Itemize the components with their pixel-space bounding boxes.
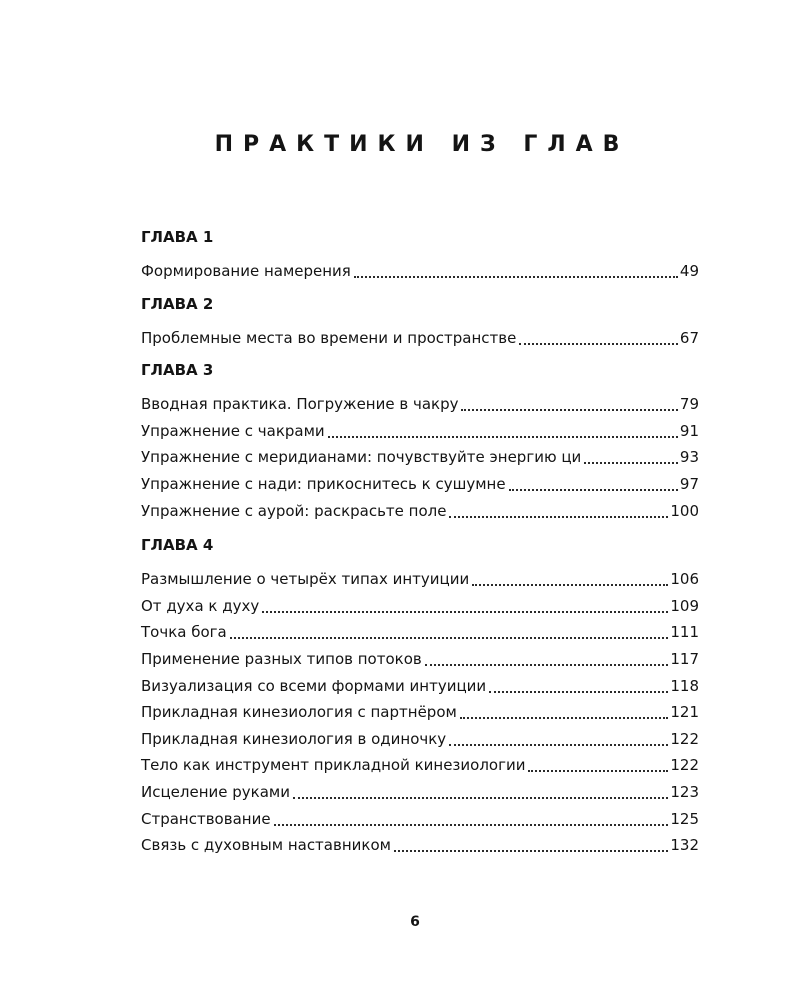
- dot-leader: [274, 823, 669, 826]
- dot-leader: [472, 583, 668, 586]
- entry-page-number: 106: [670, 570, 699, 589]
- entry-page-number: 111: [670, 623, 699, 642]
- toc-entry: [141, 444, 699, 471]
- entry-page-number: 97: [679, 474, 699, 493]
- entry-title: Упражнение с чакрами: [141, 421, 325, 440]
- entry-title: Странствование: [141, 809, 271, 828]
- chapter-1: [141, 226, 699, 285]
- dot-leader: [528, 769, 668, 772]
- entry-page-number: 132: [670, 836, 699, 855]
- toc-entry: [141, 471, 699, 498]
- dot-leader: [489, 690, 668, 693]
- page-title: ПРАКТИКИ ИЗ ГЛАВ: [214, 132, 630, 157]
- entry-page-number: 67: [679, 328, 699, 347]
- chapter-heading: ГЛАВА 2: [141, 294, 214, 313]
- toc-entry: [141, 752, 699, 779]
- dot-leader: [262, 610, 668, 613]
- dot-leader: [519, 342, 678, 345]
- toc-entry: [141, 832, 699, 859]
- entry-title: Вводная практика. Погружение в чакру: [141, 395, 459, 414]
- toc-entry: [141, 258, 699, 285]
- entry-title: Визуализация со всеми формами интуиции: [141, 676, 487, 695]
- entry-title: Тело как инструмент прикладной кинезиологии: [141, 756, 526, 775]
- entry-page-number: 117: [670, 649, 699, 668]
- entry-title: Применение разных типов потоков: [141, 649, 422, 668]
- entry-page-number: 109: [670, 596, 699, 615]
- dot-leader: [354, 275, 678, 278]
- chapter-4: [141, 534, 699, 859]
- chapter-heading: ГЛАВА 3: [141, 361, 214, 380]
- entry-page-number: 122: [670, 756, 699, 775]
- chapter-2: [141, 293, 699, 352]
- toc-entry: [141, 806, 699, 833]
- toc-entry: [141, 673, 699, 700]
- entry-title: От духа к духу: [141, 596, 260, 615]
- dot-leader: [449, 515, 668, 518]
- toc-entry: [141, 498, 699, 525]
- dot-leader: [293, 796, 668, 799]
- entry-title: Упражнение с аурой: раскрасьте поле: [141, 501, 447, 520]
- entry-title: Точка бога: [141, 623, 227, 642]
- entry-page-number: 123: [670, 782, 699, 801]
- toc-entry: [141, 418, 699, 445]
- entry-page-number: 91: [679, 421, 699, 440]
- entry-page-number: 100: [670, 501, 699, 520]
- entry-title: Прикладная кинезиология с партнёром: [141, 703, 457, 722]
- entry-page-number: 118: [670, 676, 699, 695]
- dot-leader: [449, 743, 668, 746]
- entry-title: Упражнение с меридианами: почувствуйте энергию ци: [141, 448, 582, 467]
- entry-page-number: 122: [670, 729, 699, 748]
- chapter-3: [141, 359, 699, 524]
- dot-leader: [394, 849, 668, 852]
- entry-title: Упражнение с нади: прикоснитесь к сушумне: [141, 474, 506, 493]
- toc-entry: [141, 325, 699, 352]
- dot-leader: [230, 636, 669, 639]
- entry-page-number: 121: [670, 703, 699, 722]
- entry-title: Проблемные места во времени и пространстве: [141, 328, 517, 347]
- entry-page-number: 49: [679, 262, 699, 280]
- toc-entry: [141, 566, 699, 593]
- entry-page-number: 79: [679, 395, 699, 414]
- toc-entry: [141, 391, 699, 418]
- entry-page-number: 125: [670, 809, 699, 828]
- dot-leader: [509, 488, 678, 491]
- dot-leader: [461, 408, 677, 411]
- toc-entry: [141, 593, 699, 620]
- entry-page-number: 93: [679, 448, 699, 467]
- dot-leader: [328, 435, 678, 438]
- entry-title: Связь с духовным наставником: [141, 836, 391, 855]
- toc-entry: [141, 699, 699, 726]
- page-number: 6: [410, 914, 420, 930]
- toc-entry: [141, 646, 699, 673]
- chapter-heading: ГЛАВА 1: [141, 228, 214, 246]
- dot-leader: [425, 663, 669, 666]
- dot-leader: [584, 461, 678, 464]
- dot-leader: [460, 716, 669, 719]
- chapter-heading: ГЛАВА 4: [141, 536, 214, 555]
- table-of-contents: [141, 226, 699, 859]
- toc-entry: [141, 779, 699, 806]
- entry-title: Исцеление руками: [141, 782, 290, 801]
- toc-entry: [141, 726, 699, 753]
- entry-title: Формирование намерения: [141, 262, 351, 280]
- toc-entry: [141, 619, 699, 646]
- entry-title: Прикладная кинезиология в одиночку: [141, 729, 447, 748]
- entry-title: Размышление о четырёх типах интуиции: [141, 570, 470, 589]
